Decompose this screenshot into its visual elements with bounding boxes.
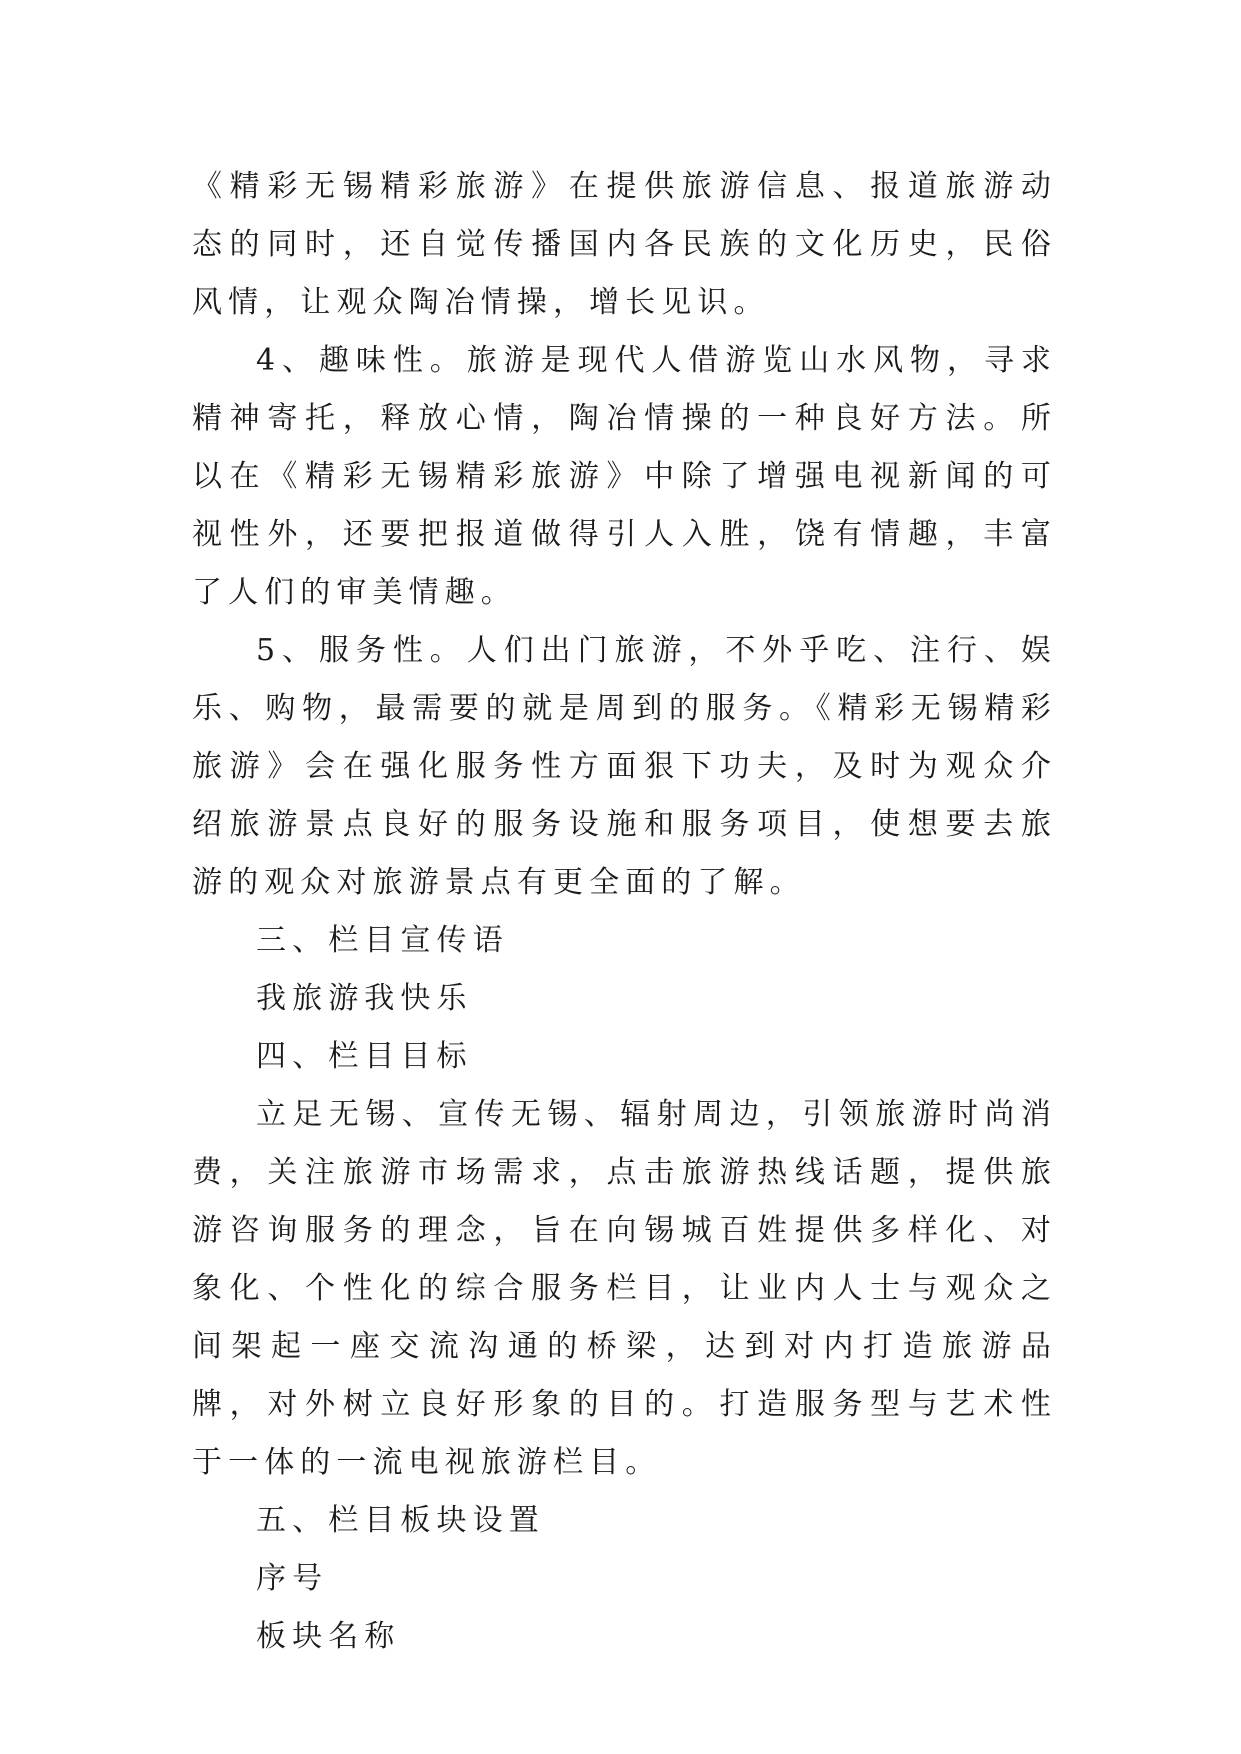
paragraph-goals: 立足无锡、宣传无锡、辐射周边，引领旅游时尚消费，关注旅游市场需求，点击旅游热线话题，提供旅游咨询服务的理念，旨在向锡城百姓提供多样化、对象化、个性化的综合服务栏目，让业内人士与观众之间架起一座交流沟通的桥梁，达到对内打造旅游品牌，对外树立良好形象的目的。打造服务型与艺术性于一体的一流电视旅游栏目。: [192, 1097, 1057, 1480]
section-heading-slogan: 三、栏目宣传语: [256, 923, 509, 958]
paragraph-fun-feature: 4、趣味性。旅游是现代人借游览山水风物，寻求精神寄托，释放心情，陶冶情操的一种良好方法。所以在《精彩无锡精彩旅游》中除了增强电视新闻的可视性外，还要把报道做得引人入胜，饶有情趣，丰富了人们的审美情趣。: [192, 343, 1057, 610]
paragraph-service-feature: 5、服务性。人们出门旅游，不外乎吃、注行、娱乐、购物，最需要的就是周到的服务。《精彩无锡精彩旅游》会在强化服务性方面狠下功夫，及时为观众介绍旅游景点良好的服务设施和服务项目，使想要去旅游的观众对旅游景点有更全面的了解。: [192, 633, 1057, 900]
table-header-number: 序号: [256, 1561, 329, 1596]
slogan-text: 我旅游我快乐: [256, 981, 473, 1016]
paragraph-continuation: 《精彩无锡精彩旅游》在提供旅游信息、报道旅游动态的同时，还自觉传播国内各民族的文化历史，民俗风情，让观众陶冶情操，增长见识。: [192, 169, 1057, 320]
document-body: [192, 158, 1057, 1666]
section-heading-segments: 五、栏目板块设置: [256, 1503, 545, 1538]
table-header-segment-name: 板块名称: [256, 1619, 401, 1654]
section-heading-goals: 四、栏目目标: [256, 1039, 473, 1074]
